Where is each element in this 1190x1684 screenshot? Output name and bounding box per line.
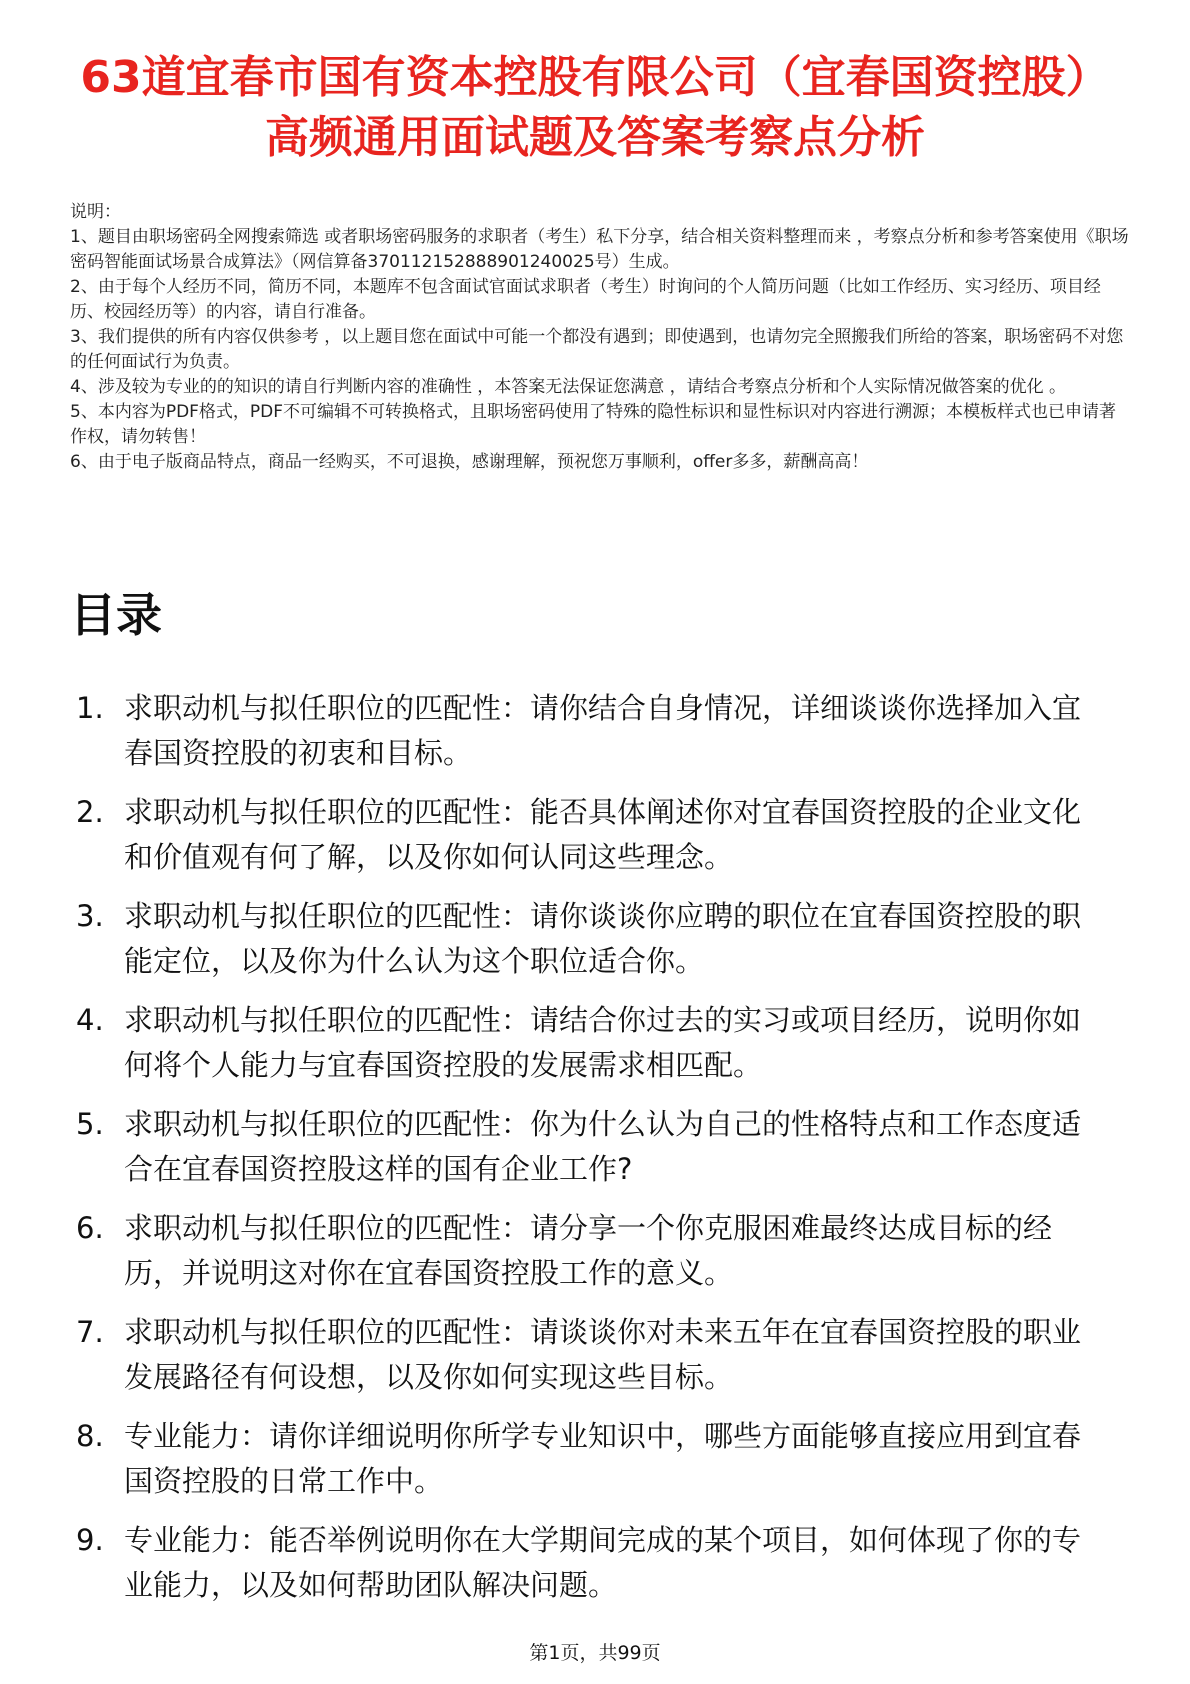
note-item: 6、由于电子版商品特点，商品一经购买，不可退换，感谢理解，预祝您万事顺利，offer多多，薪酬高高！ <box>70 452 869 472</box>
toc-item[interactable] <box>70 1310 1100 1400</box>
toc-item[interactable] <box>70 686 1100 776</box>
toc-item[interactable] <box>70 1206 1100 1296</box>
toc-item-number: 4. <box>76 1003 104 1037</box>
toc-item[interactable] <box>70 998 1100 1088</box>
toc-item-number: 1. <box>76 691 104 725</box>
toc-item-number: 9. <box>76 1523 104 1557</box>
toc-item-text: 求职动机与拟任职位的匹配性：请分享一个你克服困难最终达成目标的经历，并说明这对你在宜春国资控股工作的意义。 <box>124 1211 1053 1290</box>
toc-item-text: 专业能力：请你详细说明你所学专业知识中，哪些方面能够直接应用到宜春国资控股的日常工作中。 <box>124 1419 1082 1498</box>
note-item: 2、由于每个人经历不同，简历不同，本题库不包含面试官面试求职者（考生）时询问的个人简历问题（比如工作经历、实习经历、项目经历、校园经历等）的内容，请自行准备。 <box>70 277 1101 322</box>
document-title: 63道宜春市国有资本控股有限公司（宜春国资控股）高频通用面试题及答案考察点分析 <box>80 52 1110 163</box>
toc-item-text: 求职动机与拟任职位的匹配性：请结合你过去的实习或项目经历，说明你如何将个人能力与宜春国资控股的发展需求相匹配。 <box>124 1003 1082 1082</box>
toc-item-number: 3. <box>76 899 104 933</box>
page-footer: 第1页，共99页 <box>529 1642 661 1664</box>
note-item: 1、题目由职场密码全网搜索筛选 或者职场密码服务的求职者（考生）私下分享，结合相关资料整理而来 ，考察点分析和参考答案使用《职场密码智能面试场景合成算法》（网信算备370112152888901240025号）生成。 <box>70 227 1129 272</box>
toc-item-text: 求职动机与拟任职位的匹配性：请你结合自身情况，详细谈谈你选择加入宜春国资控股的初衷和目标。 <box>124 691 1082 770</box>
toc-item[interactable] <box>70 1518 1100 1608</box>
toc-item-number: 6. <box>76 1211 104 1245</box>
notes-label: 说明： <box>70 202 121 222</box>
note-item: 3、我们提供的所有内容仅供参考 ，以上题目您在面试中可能一个都没有遇到；即使遇到，也请勿完全照搬我们所给的答案，职场密码不对您的任何面试行为负责。 <box>70 327 1124 372</box>
toc-heading: 目录 <box>70 588 162 642</box>
toc-item[interactable] <box>70 1102 1100 1192</box>
note-item: 4、涉及较为专业的的知识的请自行判断内容的准确性 ，本答案无法保证您满意 ，请结合考察点分析和个人实际情况做答案的优化 。 <box>70 377 1067 397</box>
toc-item-text: 求职动机与拟任职位的匹配性：请谈谈你对未来五年在宜春国资控股的职业发展路径有何设想，以及你如何实现这些目标。 <box>124 1315 1082 1394</box>
toc-item-number: 5. <box>76 1107 104 1141</box>
toc-item[interactable] <box>70 790 1100 880</box>
toc-item-text: 专业能力：能否举例说明你在大学期间完成的某个项目，如何体现了你的专业能力，以及如何帮助团队解决问题。 <box>124 1523 1082 1602</box>
table-of-contents <box>70 686 1100 1622</box>
toc-item[interactable] <box>70 1414 1100 1504</box>
toc-item-text: 求职动机与拟任职位的匹配性：你为什么认为自己的性格特点和工作态度适合在宜春国资控股这样的国有企业工作? <box>124 1107 1082 1186</box>
toc-item-number: 7. <box>76 1315 104 1349</box>
note-item: 5、本内容为PDF格式，PDF不可编辑不可转换格式，且职场密码使用了特殊的隐性标识和显性标识对内容进行溯源；本模板样式也已申请著作权，请勿转售！ <box>70 402 1117 447</box>
toc-item[interactable] <box>70 894 1100 984</box>
toc-item-text: 求职动机与拟任职位的匹配性：能否具体阐述你对宜春国资控股的企业文化和价值观有何了解，以及你如何认同这些理念。 <box>124 795 1082 874</box>
notes-section <box>70 200 1130 475</box>
toc-item-text: 求职动机与拟任职位的匹配性：请你谈谈你应聘的职位在宜春国资控股的职能定位，以及你为什么认为这个职位适合你。 <box>124 899 1082 978</box>
toc-item-number: 8. <box>76 1419 104 1453</box>
toc-item-number: 2. <box>76 795 104 829</box>
